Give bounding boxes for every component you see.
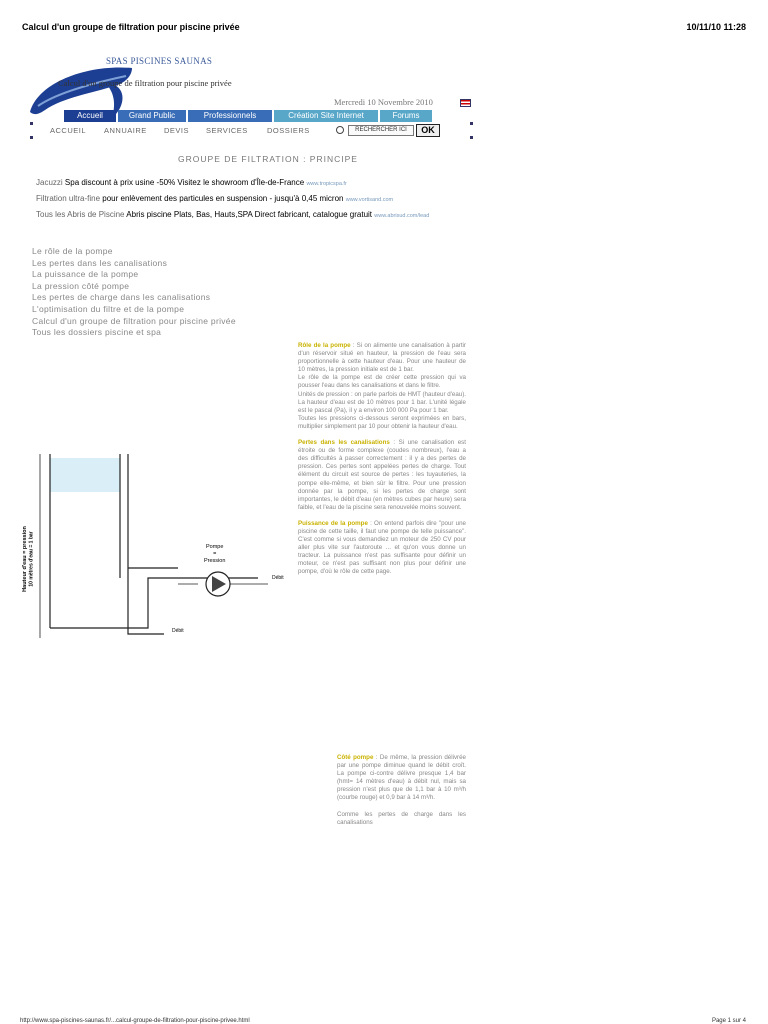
search-ok-button[interactable]: OK: [416, 124, 440, 137]
page-subtitle: Calcul d'un groupe de filtration pour piscine privée: [58, 78, 232, 88]
language-flag-icon[interactable]: [460, 99, 471, 107]
ad-keyword: Tous les Abris de Piscine: [36, 210, 125, 219]
decor-bullet-icon: [470, 136, 473, 139]
footer-url: http://www.spa-piscines-saunas.fr/...calcul-groupe-de-filtration-pour-piscine-privee.html: [20, 1018, 250, 1024]
toc-link[interactable]: L'optimisation du filtre et de la pompe: [32, 303, 185, 314]
print-header-datetime: 10/11/10 11:28: [686, 22, 746, 32]
pump-diagram: [28, 448, 278, 648]
ad-url: www.vortisand.com: [345, 197, 394, 203]
tab-forums[interactable]: Forums: [380, 110, 432, 122]
ad-text: Abris piscine Plats, Bas, Hauts,SPA Direct fabricant, catalogue gratuit: [126, 210, 373, 219]
toc-link[interactable]: Les pertes de charge dans les canalisations: [32, 292, 211, 303]
section-heading: Côté pompe: [337, 754, 374, 761]
tab-creation-site[interactable]: Création Site Internet: [274, 110, 378, 122]
subnav-annuaire[interactable]: ANNUAIRE: [104, 126, 147, 135]
site-name: SPAS PISCINES SAUNAS: [106, 56, 213, 66]
subnav-services[interactable]: SERVICES: [206, 126, 248, 135]
paragraph: : De même, la pression délivrée par une pompe diminue quand le débit croît. La pompe ci-contre délivre presque 1,4 bar (hmt= 14 mètres d'eau) à débit nul, mais sa pression n'est plus que de 1,1 bar à 10 m³/h (courbe rouge) et 0,9 bar à 14 m³/h.: [337, 754, 466, 802]
page-title: GROUPE DE FILTRATION : PRINCIPE: [178, 154, 358, 164]
debit-label: Débit: [272, 575, 284, 581]
toc-link[interactable]: Tous les dossiers piscine et spa: [32, 327, 162, 338]
decor-bullet-icon: [30, 122, 33, 125]
subnav-devis[interactable]: DEVIS: [164, 126, 190, 135]
section-heading: Pertes dans les canalisations: [298, 439, 390, 447]
ad-text: pour enlèvement des particules en suspension - jusqu'à 0,45 micron: [102, 194, 344, 203]
print-header-title: Calcul d'un groupe de filtration pour piscine privée: [22, 22, 240, 32]
ad-keyword: Jacuzzi: [36, 178, 63, 187]
pump-label: Pompe = Pression: [204, 544, 226, 564]
ad-url: www.tropicspa.fr: [306, 181, 347, 187]
toc-link[interactable]: La pression côté pompe: [32, 280, 130, 291]
toc-link[interactable]: Le rôle de la pompe: [32, 246, 113, 256]
paragraph: : Si une canalisation est étroite ou de forme complexe (coudes nombreux), l'eau a des difficultés à passer correctement : il y a des pertes de pression. Ces pertes sont appelées pertes de charge. Tout élément du circuit est source de pertes : les tuyauteries, la pompe elle-même, et bien sûr le filtre. Pour une pression donnée par la pompe, si les pertes de charge sont importantes, le débit d'eau (en mètres cubes par heure) sera faible, et l'eau de la piscine sera renouvelée moins souvent.: [298, 439, 466, 511]
paragraph: Le rôle de la pompe est de créer cette pression qui va pousser l'eau dans les canalisations et dans le filtre.: [298, 374, 466, 390]
ad-url: www.abrisud.com/lead: [374, 213, 430, 219]
current-date: Mercredi 10 Novembre 2010: [334, 97, 433, 107]
section-heading: Rôle de la pompe: [298, 342, 351, 349]
search-input[interactable]: RECHERCHER ICI: [348, 125, 414, 136]
toc-link[interactable]: Les pertes dans les canalisations: [32, 257, 168, 268]
footer-page: Page 1 sur 4: [711, 1018, 746, 1024]
toc-link[interactable]: Calcul d'un groupe de filtration pour piscine privée: [32, 315, 236, 326]
ad-line[interactable]: [36, 194, 393, 203]
tab-professionnels[interactable]: Professionnels: [188, 110, 272, 122]
water-reservoir: [50, 458, 120, 492]
debit-label: Débit: [172, 628, 184, 634]
article-text: [298, 342, 466, 577]
article-text: [337, 754, 466, 827]
paragraph: : On entend parfois dire "pour une piscine de cette taille, il faut une pompe de telle puissance". C'est comme si vous demandiez un moteur de 250 CV pour aller plus vite sur l'autoroute ... et qu'on vous donne un tracteur. La puissance n'est pas suffisante pour définir un moteur, ce n'est pas suffisant non plus pour définir une pompe, d'où le rôle de cette page.: [298, 519, 466, 576]
axis-label: Hauteur d'eau = pression: [21, 526, 28, 592]
paragraph: Unités de pression : on parle parfois de HMT (hauteur d'eau). La hauteur d'eau est de 10 mètres pour 1 bar. L'unité légale est le pascal (Pa), il y a environ 100 000 Pa pour 1 bar.: [298, 390, 466, 414]
section-heading: Puissance de la pompe: [298, 519, 368, 527]
toc-link[interactable]: La puissance de la pompe: [32, 269, 139, 280]
ad-line[interactable]: [36, 178, 347, 187]
ad-line[interactable]: [36, 210, 429, 219]
subnav-dossiers[interactable]: DOSSIERS: [267, 126, 310, 135]
paragraph: : Si on alimente une canalisation à partir d'un réservoir situé en hauteur, la pression de l'eau sera proportionnelle à cette hauteur d'eau. Pour une hauteur de 10 mètres, la pression initiale est de 1 bar.: [298, 342, 466, 374]
tab-grand-public[interactable]: Grand Public: [118, 110, 186, 122]
ad-text: Spa discount à prix usine -50% Visitez le showroom d'Île-de-France: [64, 178, 305, 187]
decor-bullet-icon: [470, 122, 473, 125]
ad-keyword: Filtration ultra-fine: [36, 194, 101, 203]
axis-label: 10 mètres d'eau = 1 bar: [28, 531, 35, 587]
decor-bullet-icon: [30, 136, 33, 139]
toc-list: [32, 246, 236, 339]
paragraph: Toutes les pressions ci-dessous seront exprimées en bars, multiplier simplement par 10 pour obtenir la hauteur d'eau.: [298, 414, 466, 430]
search-icon[interactable]: [336, 126, 344, 134]
subnav-accueil[interactable]: ACCUEIL: [50, 126, 87, 135]
tab-accueil[interactable]: Accueil: [64, 110, 116, 122]
paragraph: Comme les pertes de charge dans les canalisations: [337, 810, 466, 826]
